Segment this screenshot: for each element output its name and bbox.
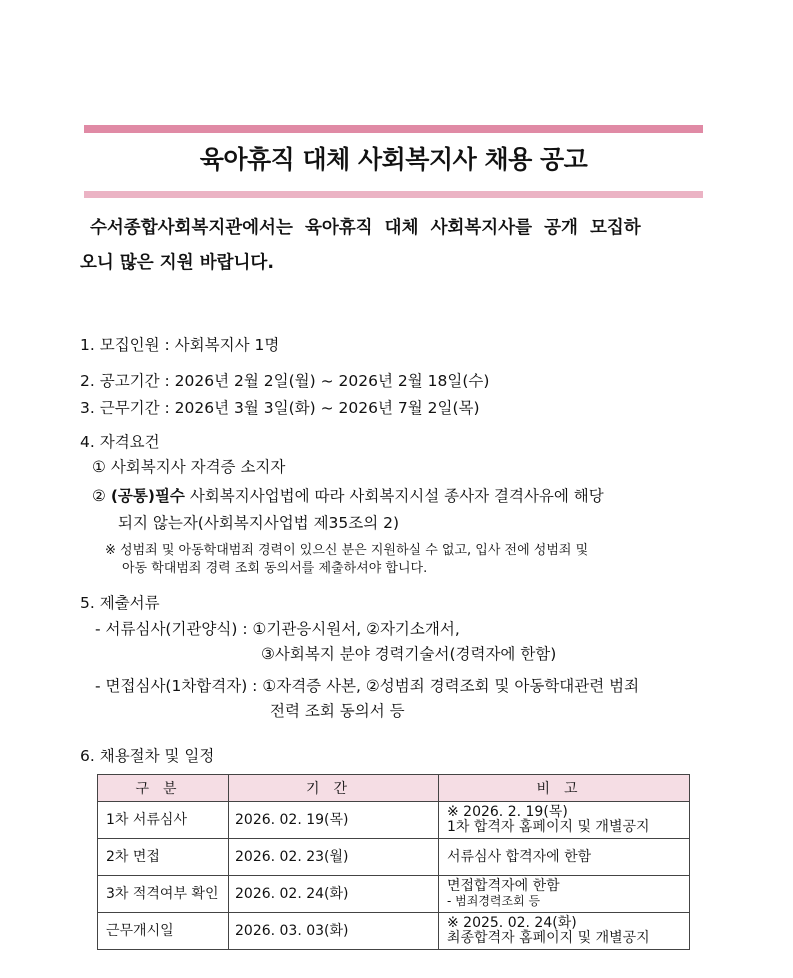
- qualification-required-tag: (공통)필수: [110, 487, 185, 505]
- remarks-line-2: 1차 합격자 홈페이지 및 개별공지: [447, 819, 650, 835]
- qualification-note-2: 아동 학대범죄 경력 조회 동의서를 제출하셔야 합니다.: [122, 561, 428, 576]
- page-title: 육아휴직 대체 사회복지사 채용 공고: [199, 145, 588, 174]
- documents-screening-1: - 서류심사(기관양식) : ①기관응시원서, ②자기소개서,: [95, 620, 460, 638]
- documents-interview-1: - 면접심사(1차합격자) : ①자격증 사본, ②성범죄 경력조회 및 아동학대관련 범죄: [95, 677, 640, 695]
- remarks-line-1: 면접합격자에 한함: [447, 878, 560, 894]
- stage-cell: 1차 서류심사: [98, 802, 229, 839]
- stage-cell: 2차 면접: [98, 839, 229, 876]
- header-stage: 구분: [98, 775, 229, 802]
- title-bottom-rule: [84, 191, 703, 198]
- remarks-cell: [439, 839, 690, 876]
- qualification-note-1: ※ 성범죄 및 아동학대범죄 경력이 있으신 분은 지원하실 수 없고, 입사 전에 성범죄 및: [105, 543, 589, 558]
- remarks-cell: [439, 876, 690, 913]
- documents-heading: 5. 제출서류: [80, 594, 160, 612]
- table-row: [98, 913, 690, 950]
- remarks-line-1: ※ 2025. 02. 24(화): [447, 915, 577, 931]
- qualification-item-2-number: ②: [92, 487, 111, 505]
- remarks-cell: [439, 802, 690, 839]
- table-row: [98, 802, 690, 839]
- qualification-item-2-cont: 되지 않는자(사회복지사업법 제35조의 2): [118, 514, 400, 532]
- documents-screening-2: ③사회복지 분야 경력기술서(경력자에 한함): [261, 645, 557, 663]
- remarks-line-2: - 범죄경력조회 등: [447, 894, 541, 908]
- header-remarks: 비고: [439, 775, 690, 802]
- qualification-heading: 4. 자격요건: [80, 433, 160, 451]
- remarks-line-2: 최종합격자 홈페이지 및 개별공지: [447, 930, 650, 946]
- work-period: 3. 근무기간 : 2026년 3월 3일(화) ~ 2026년 7월 2일(목): [80, 399, 480, 417]
- date-cell: 2026. 03. 03(화): [229, 913, 439, 950]
- title-top-rule: [84, 125, 703, 133]
- intro-line-1: 수서종합사회복지관에서는 육아휴직 대체 사회복지사를 공개 모집하: [90, 218, 641, 238]
- remarks-line-1: ※ 2026. 2. 19(목): [447, 804, 568, 820]
- stage-cell: 3차 적격여부 확인: [98, 876, 229, 913]
- remarks-line-1: 서류심사 합격자에 한함: [447, 848, 592, 865]
- recruit-count: 1. 모집인원 : 사회복지사 1명: [80, 336, 280, 354]
- schedule-heading: 6. 채용절차 및 일정: [80, 747, 215, 765]
- schedule-table: [97, 774, 690, 950]
- header-period: 기간: [229, 775, 439, 802]
- notice-period: 2. 공고기간 : 2026년 2월 2일(월) ~ 2026년 2월 18일(수): [80, 372, 490, 390]
- qualification-item-2-text: 사회복지사업법에 따라 사회복지시설 종사자 결격사유에 해당: [184, 487, 604, 505]
- stage-cell: 근무개시일: [98, 913, 229, 950]
- table-row: [98, 839, 690, 876]
- remarks-cell: [439, 913, 690, 950]
- intro-line-2: 오니 많은 지원 바랍니다.: [80, 253, 274, 273]
- qualification-item-2: [92, 484, 604, 506]
- date-cell: 2026. 02. 24(화): [229, 876, 439, 913]
- date-cell: 2026. 02. 23(월): [229, 839, 439, 876]
- qualification-item-1: ① 사회복지사 자격증 소지자: [92, 458, 286, 476]
- date-cell: 2026. 02. 19(목): [229, 802, 439, 839]
- documents-interview-2: 전력 조회 동의서 등: [270, 702, 405, 720]
- schedule-header-row: [98, 775, 690, 802]
- table-row: [98, 876, 690, 913]
